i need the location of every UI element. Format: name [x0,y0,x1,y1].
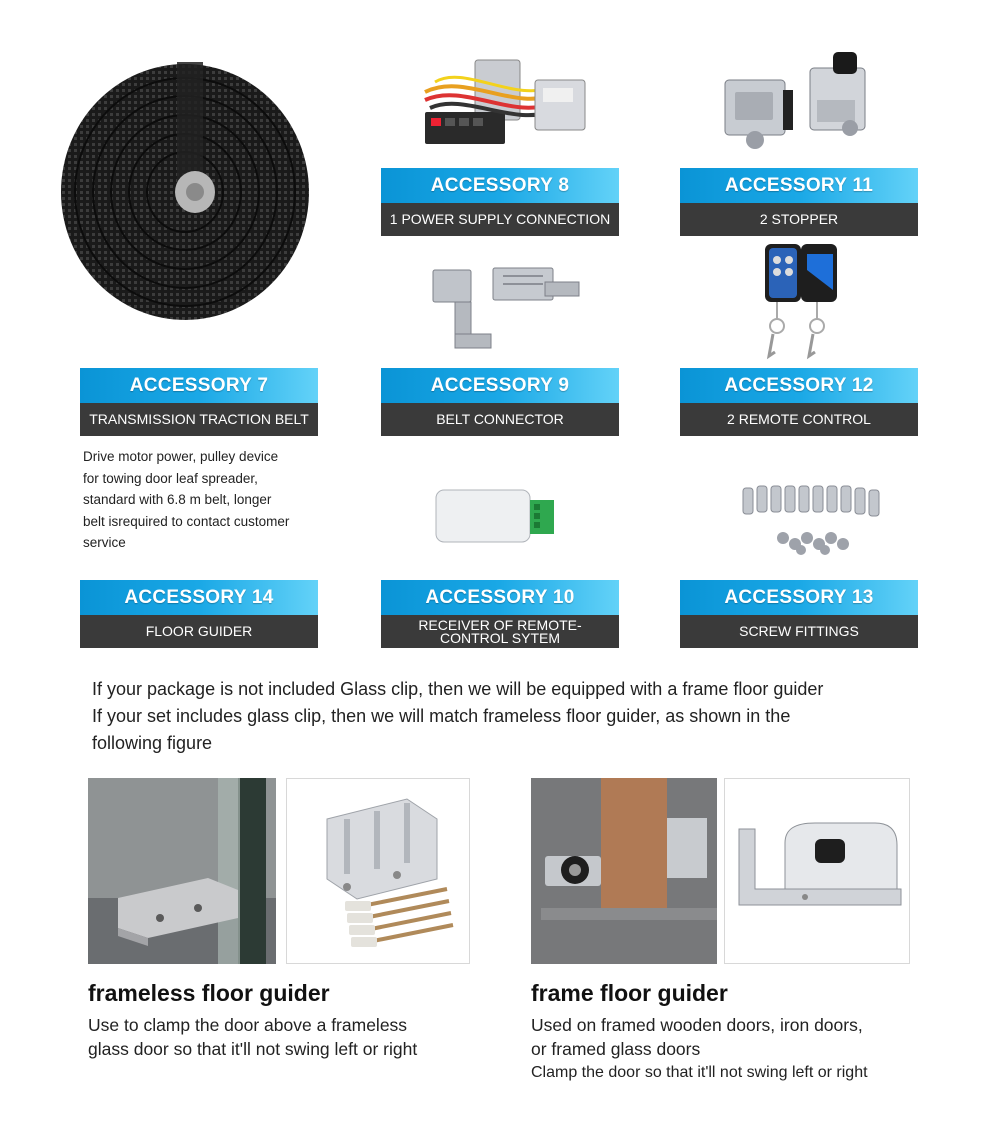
accessory-11-badge [680,168,918,236]
frame-guider-product-photo [724,778,910,964]
accessory-7-title: ACCESSORY 7 [80,368,318,403]
receiver-image [430,480,560,550]
accessory-14-title: ACCESSORY 14 [80,580,318,615]
accessory-10-badge [381,580,619,648]
frame-guider-title: frame floor guider [531,980,728,1006]
accessory-7-badge [80,368,318,436]
accessory-7-label: TRANSMISSION TRACTION BELT [80,403,318,436]
accessory-8-badge [381,168,619,236]
frame-guider-description-line: or framed glass doors [531,1039,701,1059]
package-note [92,676,952,757]
belt-description-line: for towing door leaf spreader, [83,470,258,486]
accessory-8-title: ACCESSORY 8 [381,168,619,203]
frameless-guider-description-line: glass door so that it'll not swing left or right [88,1039,418,1059]
remote-control-image [755,240,850,365]
belt-coil-image [55,52,310,327]
accessory-12-label: 2 REMOTE CONTROL [680,403,918,436]
belt-description-line: service [83,535,126,550]
accessory-13-badge [680,580,918,648]
accessory-11-title: ACCESSORY 11 [680,168,918,203]
package-note-line: If your set includes glass clip, then we will match frameless floor guider, as shown in the [92,706,791,726]
accessory-8-label: 1 POWER SUPPLY CONNECTION [381,203,619,236]
frame-guider-installed-photo [531,778,717,964]
screw-fittings-image [735,480,885,560]
accessory-10-label-line1: RECEIVER OF REMOTE- [418,616,582,633]
frameless-guider-description-line: Use to clamp the door above a frameless [88,1015,408,1035]
accessory-13-label: SCREW FITTINGS [680,615,918,648]
frameless-guider-installed-photo [88,778,276,964]
belt-description-line: standard with 6.8 m belt, longer [83,492,272,507]
accessory-13-title: ACCESSORY 13 [680,580,918,615]
accessory-12-title: ACCESSORY 12 [680,368,918,403]
frameless-guider-parts-photo [286,778,470,964]
power-supply-connection-image [405,52,595,152]
accessory-12-badge [680,368,918,436]
belt-description-line: Drive motor power, pulley device [83,449,279,464]
stopper-image [715,50,885,155]
belt-description [83,446,323,554]
accessory-14-badge [80,580,318,648]
package-note-line: If your package is not included Glass clip, then we will be equipped with a frame floor guider [92,679,824,699]
accessory-14-label: FLOOR GUIDER [80,615,318,648]
accessory-11-label: 2 STOPPER [680,203,918,236]
accessory-9-badge [381,368,619,436]
accessory-9-label: BELT CONNECTOR [381,403,619,436]
frame-guider-extra-note: Clamp the door so that it'll not swing left or right [531,1064,868,1081]
frame-guider-description-line: Used on framed wooden doors, iron doors, [531,1015,863,1035]
accessory-9-title: ACCESSORY 9 [381,368,619,403]
belt-connector-image [425,262,590,357]
frame-guider-description [531,1013,863,1061]
accessory-10-label [381,615,619,648]
frameless-guider-title: frameless floor guider [88,980,330,1006]
belt-description-line: belt isrequired to contact customer [83,513,290,529]
package-note-line: following figure [92,733,213,753]
frameless-guider-description [88,1013,417,1061]
accessory-10-title: ACCESSORY 10 [381,580,619,615]
accessory-10-label-line2: CONTROL SYTEM [439,629,561,646]
